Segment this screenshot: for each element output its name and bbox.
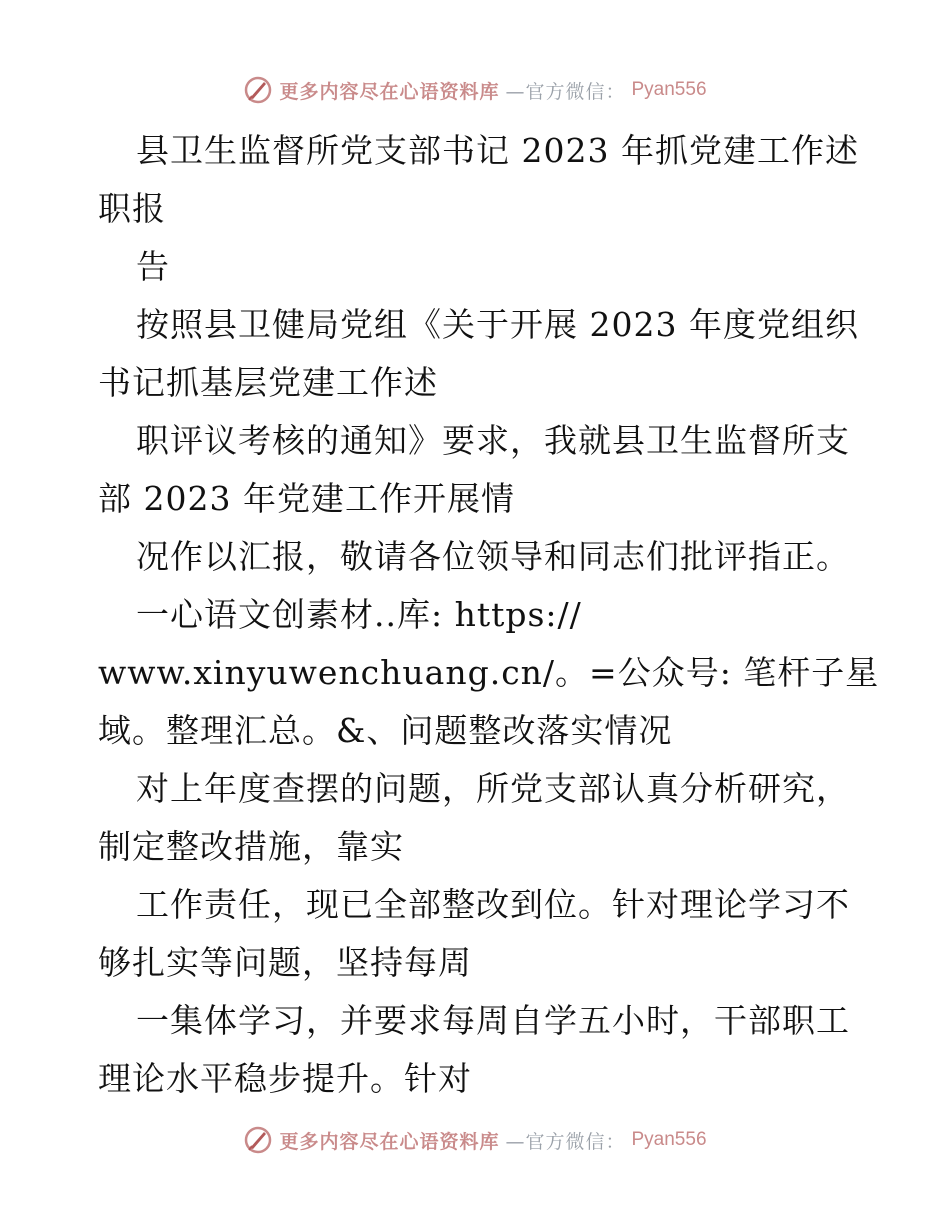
- document-line: 一心语文创素材..库: https://: [136, 595, 582, 634]
- document-title-line-1: 县卫生监督所党支部书记 2023 年抓党建工作述: [136, 131, 859, 170]
- document-line: 职评议考核的通知》要求，我就县卫生监督所支: [136, 421, 850, 460]
- watermark-text: 更多内容尽在心语资料库: [279, 80, 500, 103]
- footer-watermark: [0, 1120, 950, 1160]
- watermark-text: 更多内容尽在心语资料库: [279, 1130, 500, 1153]
- watermark-handle: Pyan556: [631, 1129, 707, 1150]
- watermark-separator: —官方微信：: [505, 1130, 626, 1153]
- document-line: 对上年度查摆的问题，所党支部认真分析研究，: [136, 769, 850, 808]
- header-watermark: [0, 70, 950, 110]
- document-title-line-3: 告: [136, 247, 170, 286]
- document-line: 工作责任，现已全部整改到位。针对理论学习不: [136, 885, 850, 924]
- document-line: 理论水平稳步提升。针对: [98, 1059, 472, 1098]
- document-line: www.xinyuwenchuang.cn/。=公众号: 笔杆子星: [98, 653, 880, 692]
- document-line: 况作以汇报，敬请各位领导和同志们批评指正。: [136, 537, 850, 576]
- document-line: 制定整改措施，靠实: [98, 827, 404, 866]
- document-line: 按照县卫健局党组《关于开展 2023 年度党组织: [136, 305, 859, 344]
- document-line: 部 2023 年党建工作开展情: [98, 479, 515, 518]
- document-line: 够扎实等问题，坚持每周: [98, 943, 472, 982]
- document-line: 一集体学习，并要求每周自学五小时，干部职工: [136, 1001, 850, 1040]
- quill-logo-icon: [243, 1125, 273, 1155]
- watermark-separator: —官方微信：: [505, 80, 626, 103]
- document-body: [98, 122, 880, 1108]
- document-line: 书记抓基层党建工作述: [98, 363, 438, 402]
- quill-logo-icon: [243, 75, 273, 105]
- document-title-line-2: 职报: [98, 189, 166, 228]
- document-line: 域。整理汇总。&、问题整改落实情况: [98, 711, 673, 750]
- watermark-handle: Pyan556: [631, 79, 707, 100]
